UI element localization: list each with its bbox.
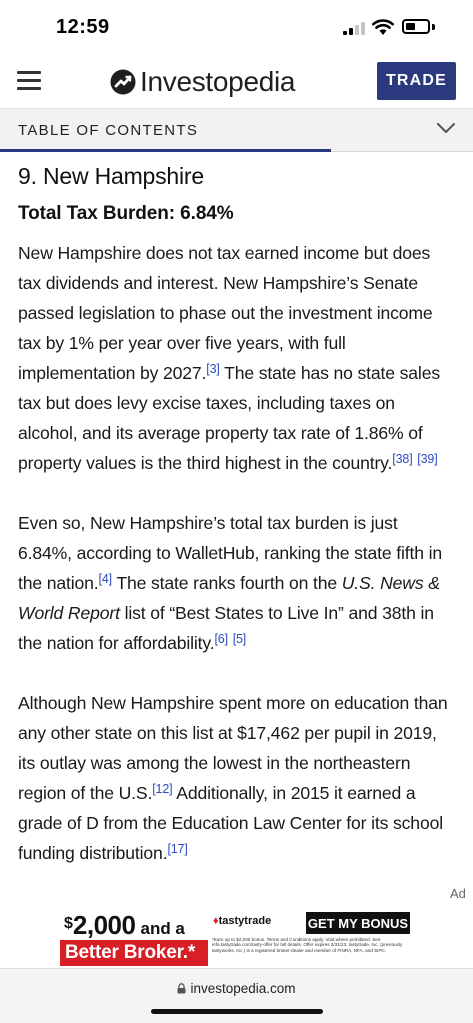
citation-link[interactable]: [5] <box>232 632 247 646</box>
ad-broker-tagline: Better Broker.* <box>60 940 208 966</box>
get-bonus-button[interactable]: GET MY BONUS <box>306 912 410 934</box>
lock-icon <box>177 983 186 994</box>
hamburger-menu-icon[interactable] <box>17 71 41 91</box>
home-indicator[interactable] <box>151 1009 323 1014</box>
citation-link[interactable]: [17] <box>167 842 188 856</box>
ad-banner[interactable] <box>60 908 412 966</box>
section-heading: 9. New Hampshire <box>18 163 204 189</box>
cellular-signal-icon <box>343 22 365 35</box>
citation-link[interactable]: [12] <box>152 782 173 796</box>
ad-label: Ad <box>450 886 466 901</box>
browser-url-bar[interactable] <box>0 968 473 1023</box>
article-paragraph: Even so, New Hampshire’s total tax burden is just 6.84%, according to WalletHub, ranking the state fifth in the nation.[4] The state ranks fourth on the U.S. News & World Report list of “Best States to Live In” and 38th in the nation for affordability.[6] [5] <box>18 513 443 653</box>
ad-brand-logo: ♦tastytrade <box>213 915 272 927</box>
citation-link[interactable]: [39] <box>417 452 438 466</box>
url-text: investopedia.com <box>190 981 296 996</box>
citation-link[interactable]: [38] <box>392 452 413 466</box>
site-header <box>0 58 473 108</box>
section-subheading: Total Tax Burden: 6.84% <box>18 203 234 224</box>
investopedia-logo-icon <box>110 69 136 95</box>
wifi-icon <box>372 18 394 36</box>
article-body <box>0 152 473 868</box>
status-time: 12:59 <box>56 16 110 38</box>
article-paragraph: New Hampshire does not tax earned income but does tax dividends and interest. New Hampshire’s Senate passed legislation to phase out the investment income tax by 1% per year over five years, with full implementation by 2027.[3] The state has no state sales tax but does levy excise taxes, including taxes on alcohol, and its average property tax rate of 1.86% of property values is the third highest in the country.[38] [39] <box>18 243 440 473</box>
publication-name: U.S. News & World Report <box>18 573 440 623</box>
citation-link[interactable]: [6] <box>214 632 228 646</box>
toc-label: TABLE OF CONTENTS <box>18 122 199 139</box>
logo-text: Investopedia <box>140 66 296 97</box>
ad-headline: $2,000 and a <box>64 910 185 940</box>
battery-icon <box>402 19 430 34</box>
url-display[interactable] <box>0 981 473 996</box>
citation-link[interactable]: [3] <box>206 362 220 376</box>
article-paragraph: Although New Hampshire spent more on education than any other state on this list at $17,462 per pupil in 2019, its outlay was among the lowest in the northeastern region of the U.S.[12] Additionally, in 2015 it earned a grade of D from the Education Law Center for its school funding distribution.[17] <box>18 693 448 863</box>
citation-link[interactable]: [4] <box>98 572 112 586</box>
table-of-contents-bar[interactable] <box>0 108 473 152</box>
ad-fine-print: *Earn up to $2,000 bonus. Terms and Conditions apply. Void where prohibited. See info.tastytrade.com/tasty-offer for full details. Offer expires 3/31/23. tastytrade, Inc. (previously tastyworks, Inc.) is a registered broker-dealer and member of FINRA, NFA, and SIPC. <box>212 937 403 953</box>
trade-button[interactable]: TRADE <box>377 62 456 100</box>
chevron-down-icon[interactable] <box>436 121 456 135</box>
status-bar <box>0 0 473 58</box>
investopedia-logo[interactable] <box>110 64 295 100</box>
tastytrade-mark-icon: ♦ <box>213 915 219 927</box>
